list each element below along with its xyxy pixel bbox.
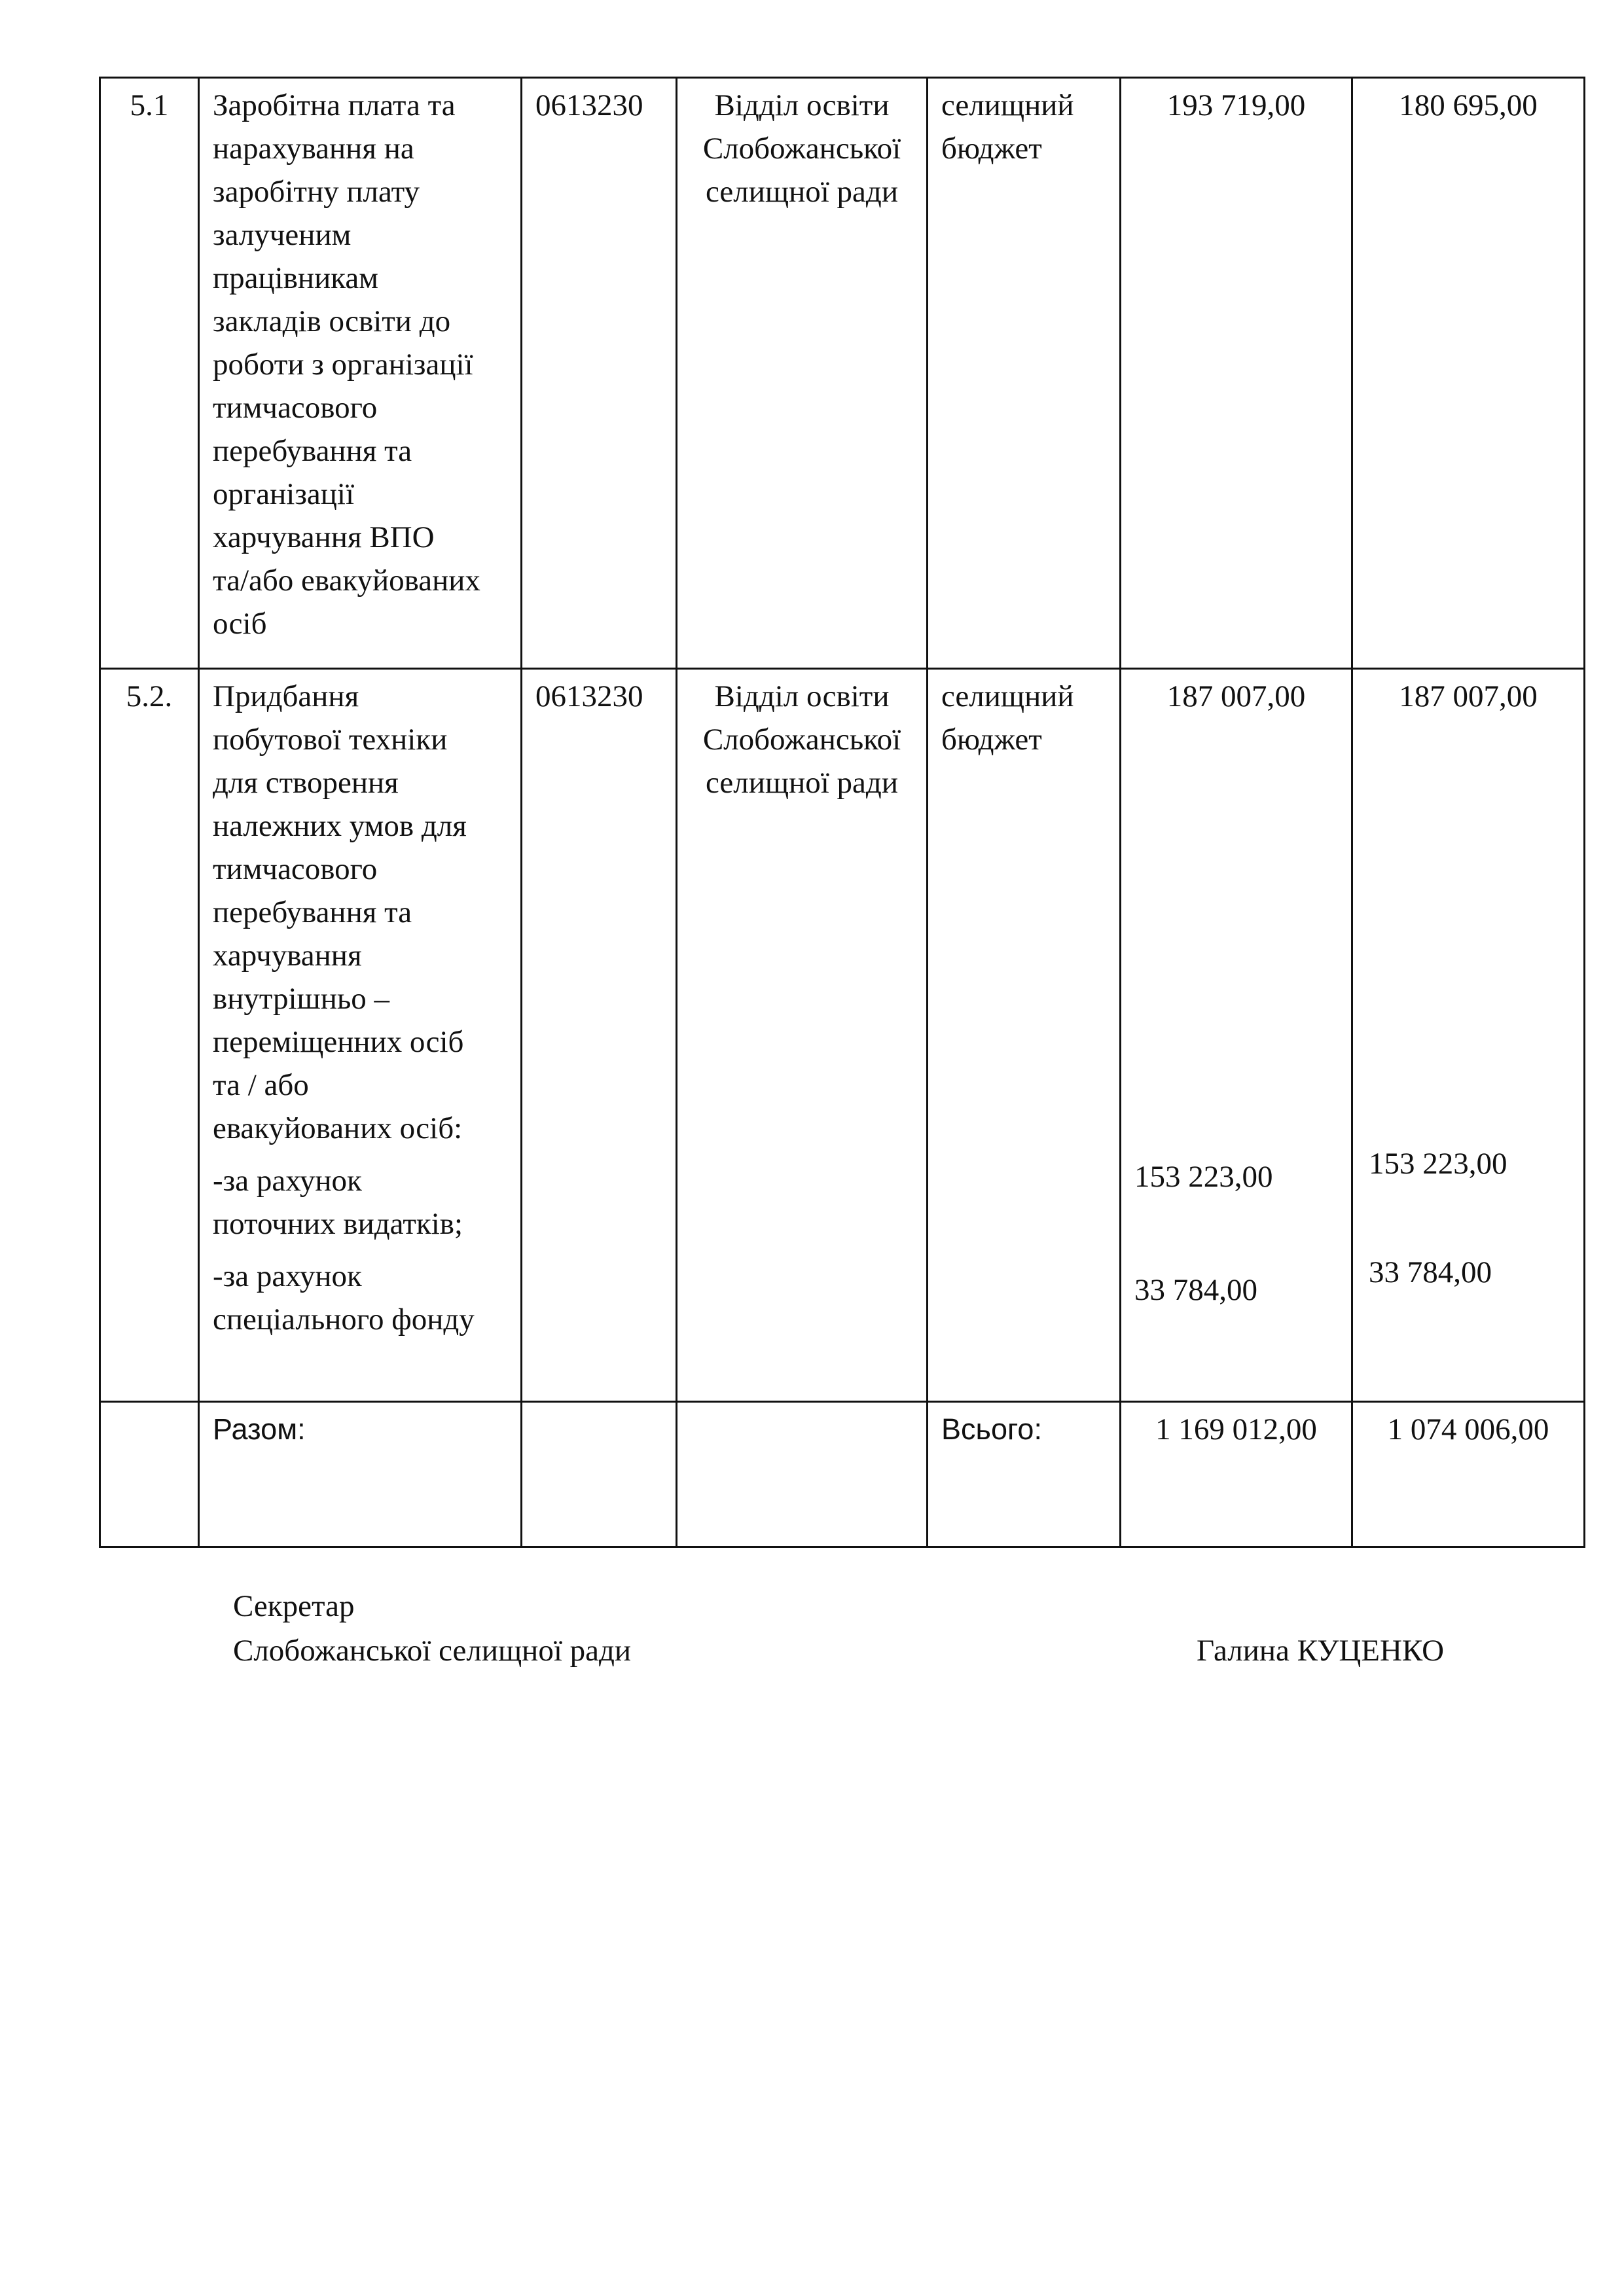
table-row [100, 78, 1585, 669]
total-sum-2: 1 074 006,00 [1352, 1402, 1585, 1547]
name-line: роботи з організації [213, 348, 473, 382]
empty-cell [100, 1402, 199, 1547]
total-sum-1: 1 169 012,00 [1121, 1402, 1352, 1547]
row-number: 5.1 [100, 78, 199, 669]
measure-name [199, 78, 522, 669]
name-line: та / або [213, 1068, 309, 1102]
name-line: та/або евакуйованих [213, 564, 480, 598]
row-number: 5.2. [100, 669, 199, 1402]
name-line: харчування ВПО [213, 520, 435, 554]
source-line: селищний [941, 679, 1074, 713]
sum-2 [1352, 669, 1585, 1402]
name-line: перебування та [213, 434, 412, 468]
name-line: Придбання [213, 679, 359, 713]
name-line: внутрішньо – [213, 982, 390, 1016]
name-line: нарахування на [213, 132, 414, 166]
sum-1-current: 153 223,00 [1134, 1160, 1273, 1194]
table-row [100, 669, 1585, 1402]
measure-name [199, 669, 522, 1402]
source-line: селищний [941, 88, 1074, 122]
signature-name: Галина КУЦЕНКО [1197, 1634, 1445, 1668]
name-line: харчування [213, 939, 362, 973]
source-line: бюджет [941, 132, 1042, 166]
executor-line: селищної ради [706, 175, 898, 209]
name-line: перебування та [213, 895, 412, 929]
budget-code: 0613230 [522, 669, 677, 1402]
name-line: побутової техніки [213, 723, 448, 757]
name-line: заробітну плату [213, 175, 420, 209]
sum-2: 180 695,00 [1352, 78, 1585, 669]
sum-1-special: 33 784,00 [1134, 1273, 1257, 1307]
executor [677, 669, 928, 1402]
signature-position [233, 1584, 631, 1673]
executor [677, 78, 928, 669]
name-line: переміщенних осіб [213, 1025, 464, 1059]
name-line: тимчасового [213, 852, 378, 886]
name-line: організації [213, 477, 355, 511]
sum-2-special: 33 784,00 [1369, 1255, 1492, 1289]
table-total-row [100, 1402, 1585, 1547]
name-sub-current [213, 1159, 507, 1246]
budget-code: 0613230 [522, 78, 677, 669]
empty-cell [522, 1402, 677, 1547]
sum-1 [1121, 669, 1352, 1402]
position-line: Слобожанської селищної ради [233, 1634, 632, 1668]
funding-source [928, 669, 1121, 1402]
executor-line: селищної ради [706, 766, 898, 800]
name-line: закладів освіти до [213, 304, 451, 338]
name-line: працівникам [213, 261, 378, 295]
name-line: для створення [213, 766, 399, 800]
name-line: -за рахунок [213, 1164, 362, 1198]
name-line: Заробітна плата та [213, 88, 456, 122]
sum-1: 193 719,00 [1121, 78, 1352, 669]
name-line: спеціального фонду [213, 1302, 475, 1336]
name-sub-special [213, 1255, 507, 1341]
executor-line: Відділ освіти [714, 88, 890, 122]
sum-2-current: 153 223,00 [1369, 1147, 1507, 1181]
name-line: поточних видатків; [213, 1207, 463, 1241]
name-line: тимчасового [213, 391, 378, 425]
name-line: осіб [213, 607, 267, 641]
name-line: евакуйованих осіб: [213, 1111, 463, 1145]
source-line: бюджет [941, 723, 1042, 757]
executor-line: Відділ освіти [714, 679, 890, 713]
empty-cell [677, 1402, 928, 1547]
name-line: -за рахунок [213, 1259, 362, 1293]
budget-table [99, 77, 1585, 1548]
position-line: Секретар [233, 1589, 355, 1623]
sum-1-total: 187 007,00 [1166, 679, 1306, 713]
executor-line: Слобожанської [702, 132, 901, 166]
name-line: належних умов для [213, 809, 467, 843]
name-line: залученим [213, 218, 352, 252]
funding-source [928, 78, 1121, 669]
executor-line: Слобожанської [702, 723, 901, 757]
total-source-label: Всього: [928, 1402, 1121, 1547]
sum-2-total: 187 007,00 [1399, 679, 1538, 713]
total-label: Разом: [199, 1402, 522, 1547]
